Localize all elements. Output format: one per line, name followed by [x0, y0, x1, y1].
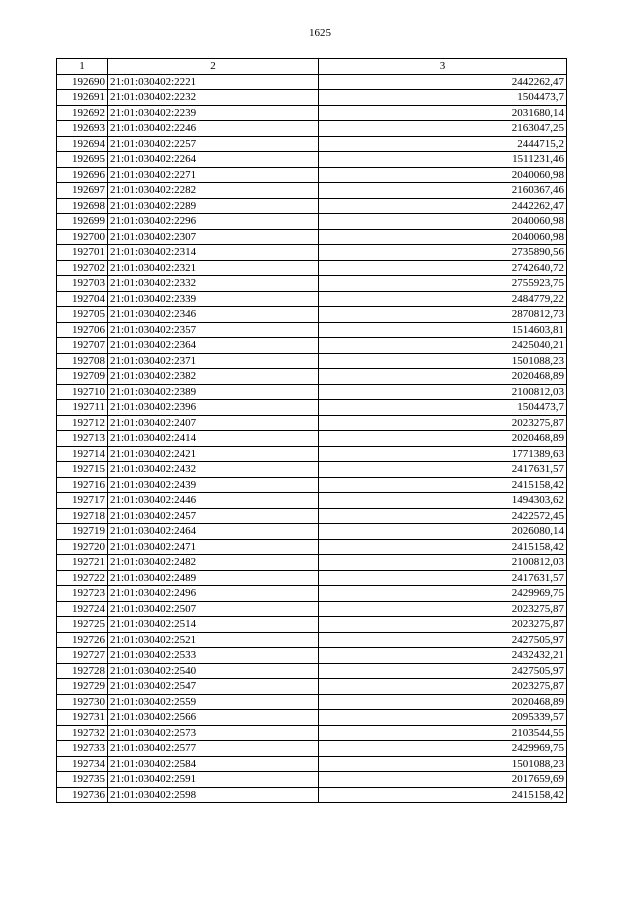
- cadastral-number: 21:01:030402:2396: [108, 400, 319, 416]
- cadastral-number: 21:01:030402:2289: [108, 198, 319, 214]
- value: 1514603,81: [319, 322, 567, 338]
- cadastral-number: 21:01:030402:2507: [108, 601, 319, 617]
- value: 2742640,72: [319, 260, 567, 276]
- cadastral-number: 21:01:030402:2471: [108, 539, 319, 555]
- row-number: 192713: [57, 431, 108, 447]
- table-row: [57, 369, 567, 385]
- value: 1771389,63: [319, 446, 567, 462]
- header-col-1: 1: [57, 59, 108, 75]
- value: 2415158,42: [319, 539, 567, 555]
- header-row: [57, 59, 567, 75]
- row-number: 192704: [57, 291, 108, 307]
- table-row: [57, 415, 567, 431]
- value: 1501088,23: [319, 353, 567, 369]
- cadastral-number: 21:01:030402:2407: [108, 415, 319, 431]
- table-row: [57, 229, 567, 245]
- value: 2427505,97: [319, 663, 567, 679]
- row-number: 192735: [57, 772, 108, 788]
- value: 2160367,46: [319, 183, 567, 199]
- row-number: 192690: [57, 74, 108, 90]
- cadastral-number: 21:01:030402:2271: [108, 167, 319, 183]
- row-number: 192715: [57, 462, 108, 478]
- cadastral-number: 21:01:030402:2246: [108, 121, 319, 137]
- cadastral-number: 21:01:030402:2577: [108, 741, 319, 757]
- cadastral-number: 21:01:030402:2364: [108, 338, 319, 354]
- cadastral-number: 21:01:030402:2314: [108, 245, 319, 261]
- table-row: [57, 245, 567, 261]
- table-row: [57, 508, 567, 524]
- cadastral-number: 21:01:030402:2514: [108, 617, 319, 633]
- value: 2417631,57: [319, 570, 567, 586]
- table-row: [57, 648, 567, 664]
- cadastral-number: 21:01:030402:2257: [108, 136, 319, 152]
- row-number: 192728: [57, 663, 108, 679]
- cadastral-number: 21:01:030402:2296: [108, 214, 319, 230]
- value: 1511231,46: [319, 152, 567, 168]
- table-row: [57, 136, 567, 152]
- table-row: [57, 446, 567, 462]
- row-number: 192718: [57, 508, 108, 524]
- value: 2020468,89: [319, 369, 567, 385]
- row-number: 192692: [57, 105, 108, 121]
- table-row: [57, 741, 567, 757]
- table-row: [57, 400, 567, 416]
- row-number: 192720: [57, 539, 108, 555]
- value: 2417631,57: [319, 462, 567, 478]
- row-number: 192729: [57, 679, 108, 695]
- table-row: [57, 152, 567, 168]
- cadastral-number: 21:01:030402:2559: [108, 694, 319, 710]
- value: 2103544,55: [319, 725, 567, 741]
- row-number: 192699: [57, 214, 108, 230]
- header-col-3: 3: [319, 59, 567, 75]
- table-row: [57, 710, 567, 726]
- row-number: 192702: [57, 260, 108, 276]
- table-row: [57, 431, 567, 447]
- cadastral-number: 21:01:030402:2489: [108, 570, 319, 586]
- table-row: [57, 493, 567, 509]
- table-row: [57, 307, 567, 323]
- value: 1501088,23: [319, 756, 567, 772]
- table-row: [57, 183, 567, 199]
- value: 2429969,75: [319, 586, 567, 602]
- row-number: 192726: [57, 632, 108, 648]
- row-number: 192703: [57, 276, 108, 292]
- table-body: [57, 74, 567, 803]
- row-number: 192719: [57, 524, 108, 540]
- cadastral-number: 21:01:030402:2457: [108, 508, 319, 524]
- row-number: 192732: [57, 725, 108, 741]
- row-number: 192734: [57, 756, 108, 772]
- table-row: [57, 276, 567, 292]
- table-row: [57, 198, 567, 214]
- row-number: 192725: [57, 617, 108, 633]
- table-row: [57, 632, 567, 648]
- table-row: [57, 353, 567, 369]
- cadastral-number: 21:01:030402:2239: [108, 105, 319, 121]
- table-row: [57, 787, 567, 803]
- cadastral-number: 21:01:030402:2573: [108, 725, 319, 741]
- row-number: 192710: [57, 384, 108, 400]
- value: 2442262,47: [319, 74, 567, 90]
- cadastral-number: 21:01:030402:2591: [108, 772, 319, 788]
- value: 2020468,89: [319, 431, 567, 447]
- cadastral-number: 21:01:030402:2389: [108, 384, 319, 400]
- value: 2023275,87: [319, 679, 567, 695]
- value: 2870812,73: [319, 307, 567, 323]
- cadastral-number: 21:01:030402:2321: [108, 260, 319, 276]
- value: 2429969,75: [319, 741, 567, 757]
- row-number: 192733: [57, 741, 108, 757]
- row-number: 192694: [57, 136, 108, 152]
- cadastral-number: 21:01:030402:2496: [108, 586, 319, 602]
- table-row: [57, 725, 567, 741]
- value: 1504473,7: [319, 90, 567, 106]
- row-number: 192706: [57, 322, 108, 338]
- value: 2020468,89: [319, 694, 567, 710]
- table-row: [57, 338, 567, 354]
- table-row: [57, 772, 567, 788]
- table-row: [57, 291, 567, 307]
- cadastral-number: 21:01:030402:2371: [108, 353, 319, 369]
- value: 2023275,87: [319, 415, 567, 431]
- value: 2040060,98: [319, 167, 567, 183]
- table-row: [57, 167, 567, 183]
- cadastral-number: 21:01:030402:2540: [108, 663, 319, 679]
- table-row: [57, 74, 567, 90]
- row-number: 192723: [57, 586, 108, 602]
- value: 2040060,98: [319, 214, 567, 230]
- registry-table: [56, 58, 567, 803]
- cadastral-number: 21:01:030402:2421: [108, 446, 319, 462]
- value: 1504473,7: [319, 400, 567, 416]
- cadastral-number: 21:01:030402:2382: [108, 369, 319, 385]
- row-number: 192693: [57, 121, 108, 137]
- row-number: 192730: [57, 694, 108, 710]
- value: 2100812,03: [319, 384, 567, 400]
- table-row: [57, 679, 567, 695]
- table-row: [57, 586, 567, 602]
- cadastral-number: 21:01:030402:2264: [108, 152, 319, 168]
- row-number: 192698: [57, 198, 108, 214]
- table-row: [57, 663, 567, 679]
- value: 2100812,03: [319, 555, 567, 571]
- cadastral-number: 21:01:030402:2464: [108, 524, 319, 540]
- cadastral-number: 21:01:030402:2332: [108, 276, 319, 292]
- cadastral-number: 21:01:030402:2566: [108, 710, 319, 726]
- table-row: [57, 90, 567, 106]
- value: 2095339,57: [319, 710, 567, 726]
- value: 2442262,47: [319, 198, 567, 214]
- table-row: [57, 524, 567, 540]
- row-number: 192701: [57, 245, 108, 261]
- value: 2444715,2: [319, 136, 567, 152]
- row-number: 192697: [57, 183, 108, 199]
- value: 2023275,87: [319, 601, 567, 617]
- table-row: [57, 601, 567, 617]
- value: 2422572,45: [319, 508, 567, 524]
- row-number: 192705: [57, 307, 108, 323]
- row-number: 192691: [57, 90, 108, 106]
- table-row: [57, 570, 567, 586]
- cadastral-number: 21:01:030402:2221: [108, 74, 319, 90]
- header-col-2: 2: [108, 59, 319, 75]
- cadastral-number: 21:01:030402:2414: [108, 431, 319, 447]
- cadastral-number: 21:01:030402:2521: [108, 632, 319, 648]
- row-number: 192722: [57, 570, 108, 586]
- cadastral-number: 21:01:030402:2547: [108, 679, 319, 695]
- cadastral-number: 21:01:030402:2432: [108, 462, 319, 478]
- table-row: [57, 260, 567, 276]
- row-number: 192716: [57, 477, 108, 493]
- row-number: 192714: [57, 446, 108, 462]
- table-row: [57, 322, 567, 338]
- value: 1494303,62: [319, 493, 567, 509]
- value: 2031680,14: [319, 105, 567, 121]
- row-number: 192708: [57, 353, 108, 369]
- value: 2427505,97: [319, 632, 567, 648]
- row-number: 192707: [57, 338, 108, 354]
- cadastral-number: 21:01:030402:2533: [108, 648, 319, 664]
- cadastral-number: 21:01:030402:2482: [108, 555, 319, 571]
- cadastral-number: 21:01:030402:2232: [108, 90, 319, 106]
- cadastral-number: 21:01:030402:2282: [108, 183, 319, 199]
- cadastral-number: 21:01:030402:2357: [108, 322, 319, 338]
- cadastral-number: 21:01:030402:2598: [108, 787, 319, 803]
- table-header: [57, 59, 567, 75]
- row-number: 192700: [57, 229, 108, 245]
- row-number: 192724: [57, 601, 108, 617]
- row-number: 192709: [57, 369, 108, 385]
- value: 2023275,87: [319, 617, 567, 633]
- table-row: [57, 555, 567, 571]
- value: 2484779,22: [319, 291, 567, 307]
- row-number: 192696: [57, 167, 108, 183]
- row-number: 192736: [57, 787, 108, 803]
- table-row: [57, 539, 567, 555]
- cadastral-number: 21:01:030402:2446: [108, 493, 319, 509]
- row-number: 192727: [57, 648, 108, 664]
- row-number: 192731: [57, 710, 108, 726]
- table-row: [57, 384, 567, 400]
- value: 2432432,21: [319, 648, 567, 664]
- value: 2755923,75: [319, 276, 567, 292]
- cadastral-number: 21:01:030402:2439: [108, 477, 319, 493]
- value: 2415158,42: [319, 787, 567, 803]
- table-row: [57, 214, 567, 230]
- table-row: [57, 121, 567, 137]
- value: 2735890,56: [319, 245, 567, 261]
- value: 2040060,98: [319, 229, 567, 245]
- table-row: [57, 462, 567, 478]
- table-row: [57, 617, 567, 633]
- row-number: 192695: [57, 152, 108, 168]
- value: 2017659,69: [319, 772, 567, 788]
- value: 2425040,21: [319, 338, 567, 354]
- cadastral-number: 21:01:030402:2584: [108, 756, 319, 772]
- row-number: 192717: [57, 493, 108, 509]
- table-row: [57, 694, 567, 710]
- value: 2415158,42: [319, 477, 567, 493]
- table-row: [57, 477, 567, 493]
- table-row: [57, 105, 567, 121]
- value: 2026080,14: [319, 524, 567, 540]
- table-row: [57, 756, 567, 772]
- cadastral-number: 21:01:030402:2307: [108, 229, 319, 245]
- row-number: 192712: [57, 415, 108, 431]
- cadastral-number: 21:01:030402:2339: [108, 291, 319, 307]
- value: 2163047,25: [319, 121, 567, 137]
- page-number: 1625: [309, 27, 331, 39]
- row-number: 192711: [57, 400, 108, 416]
- cadastral-number: 21:01:030402:2346: [108, 307, 319, 323]
- row-number: 192721: [57, 555, 108, 571]
